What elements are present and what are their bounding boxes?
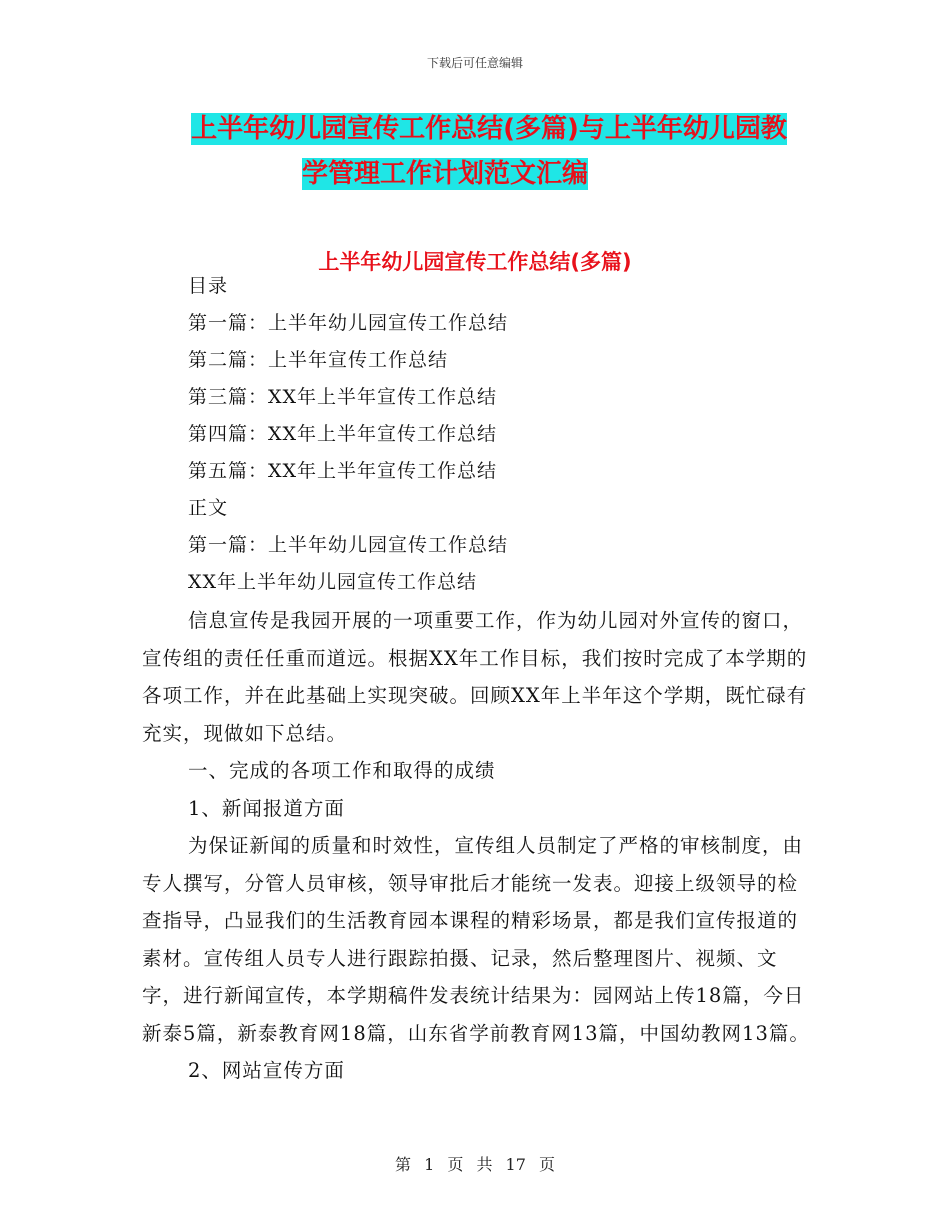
body-label: 正文: [188, 497, 229, 519]
toc-item: 第四篇：XX年上半年宣传工作总结: [188, 423, 498, 445]
header-note: 下载后可任意编辑: [426, 56, 523, 70]
paragraph: 为保证新闻的质量和时效性，宣传组人员制定了严格的审核制度，由专人撰写，分管人员审核，领导审批后才能统一发表。迎接上级领导的检查指导，凸显我们的生活教育园本课程的精彩场景，都是我们宣传报道的素材。宣传组人员专人进行跟踪拍摄、记录，然后整理图片、视频、文字，进行新闻宣传，本学期稿件发表统计结果为：园网站上传18篇，今日新泰5篇，新泰教育网18篇，山东省学前教育网13篇，中国幼教网13篇。: [142, 834, 810, 1045]
toc-item: 第三篇：XX年上半年宣传工作总结: [188, 386, 498, 408]
document-title-text-1: 上半年幼儿园宣传工作总结(多篇)与上半年幼儿园教: [191, 114, 787, 144]
toc-item: 第二篇：上半年宣传工作总结: [188, 349, 449, 371]
table-of-contents: [188, 268, 508, 601]
toc-item: 第五篇：XX年上半年宣传工作总结: [188, 460, 498, 482]
section-title: 上半年幼儿园宣传工作总结(多篇): [318, 250, 632, 274]
page-number: 第 1 页 共 17 页: [395, 1155, 555, 1174]
paragraph: 信息宣传是我园开展的一项重要工作，作为幼儿园对外宣传的窗口，宣传组的责任任重而道远。根据XX年工作目标，我们按时完成了本学期的各项工作，并在此基础上实现突破。回顾XX年上半年这个学期，既忙碌有充实，现做如下总结。: [142, 609, 808, 745]
section-heading: 一、完成的各项工作和取得的成绩: [188, 759, 496, 782]
subsection-heading: 1、新闻报道方面: [188, 796, 345, 820]
document-title-text-2: 学管理工作计划范文汇编: [301, 159, 588, 189]
article-title: XX年上半年幼儿园宣传工作总结: [188, 571, 478, 593]
subsection-heading: 2、网站宣传方面: [188, 1059, 345, 1082]
toc-item: 第一篇：上半年幼儿园宣传工作总结: [188, 312, 509, 334]
document-title-line-2: [0, 158, 950, 190]
first-article-heading: 第一篇：上半年幼儿园宣传工作总结: [188, 534, 509, 556]
article-body: [142, 602, 810, 1090]
toc-heading: 目录: [188, 275, 229, 297]
document-title-line-1: [0, 113, 950, 145]
